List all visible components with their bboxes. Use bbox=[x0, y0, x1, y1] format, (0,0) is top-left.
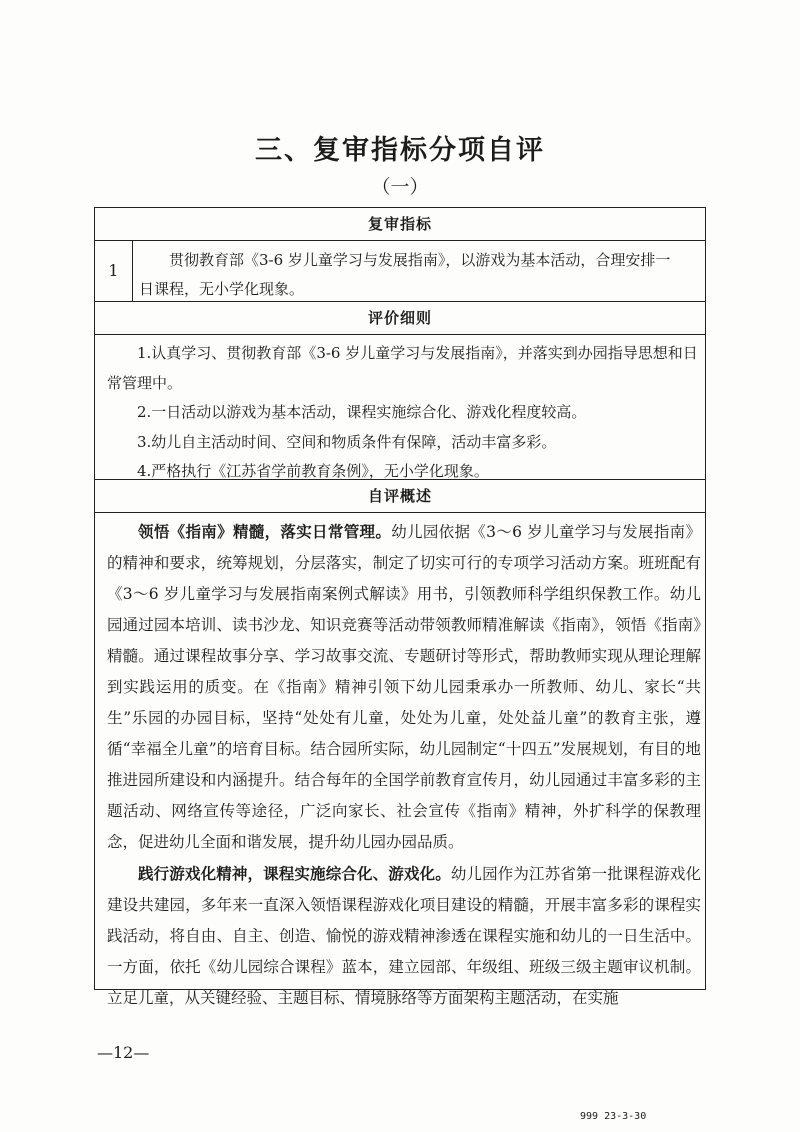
paragraph-lead: 践行游戏化精神，课程实施综合化、游戏化。 bbox=[138, 864, 451, 883]
table-column-divider bbox=[132, 241, 133, 301]
paragraph-lead: 领悟《指南》精髓，落实日常管理。 bbox=[138, 522, 392, 541]
table-divider bbox=[95, 240, 705, 241]
evaluation-table bbox=[94, 207, 706, 1007]
overview-header: 自评概述 bbox=[367, 487, 432, 505]
document-title: 三、复审指标分项自评 bbox=[255, 135, 545, 166]
table-divider bbox=[95, 334, 705, 335]
page-number: —12— bbox=[97, 1043, 150, 1062]
document-subtitle: （一） bbox=[371, 176, 429, 198]
table-divider bbox=[95, 512, 705, 513]
table-divider bbox=[95, 479, 705, 480]
table-divider bbox=[95, 301, 705, 302]
paragraph-text: 幼儿园依据《3～6 岁儿童学习与发展指南》的精神和要求，统筹规划，分层落实，制定了切实可行的专项学习活动方案。班班配有《3～6 岁儿童学习与发展指南案例式解读》用书，引领教师科学组织保教工作。幼儿园通过园本培训、读书沙龙、知识竞赛等活动带领教师精准解读《指南》，领悟《指南》精髓。通过课程故事分享、学习故事交流、专题研讨等形式，帮助教师实现从理论理解到实践运用的质变。在《指南》精神引领下幼儿园秉承办一所教师、幼儿、家长“共生”乐园的办园目标，坚持“处处有儿童，处处为儿童，处处益儿童”的教育主张，遵循“幸福全儿童”的培育目标。结合园所实际，幼儿园制定“十四五”发展规划，有目的地推进园所建设和内涵提升。结合每年的全国学前教育宣传月，幼儿园通过丰富多彩的主题活动、网络宣传等途径，广泛向家长、社会宣传《指南》精神，外扩科学的保教理念，促进幼儿全面和谐发展，提升幼儿园办园品质。 bbox=[107, 523, 701, 851]
indicator-line: 日课程，无小学化现象。 bbox=[139, 280, 305, 298]
overview-paragraph bbox=[107, 858, 701, 1014]
indicator-text bbox=[139, 246, 704, 304]
indicator-header: 复审指标 bbox=[367, 215, 432, 233]
criteria-header: 评价细则 bbox=[367, 309, 432, 327]
indicator-line: 贯彻教育部《3-6 岁儿童学习与发展指南》，以游戏为基本活动，合理安排一 bbox=[169, 251, 671, 269]
indicator-number: 1 bbox=[108, 261, 119, 280]
criteria-item: 1.认真学习、贯彻教育部《3-6 岁儿童学习与发展指南》，并落实到办园指导思想和日常管理中。 bbox=[107, 344, 698, 392]
criteria-item: 2.一日活动以游戏为基本活动，课程实施综合化、游戏化程度较高。 bbox=[137, 403, 587, 421]
overview-body bbox=[107, 516, 701, 1014]
criteria-item: 3.幼儿自主活动时间、空间和物质条件有保障，活动丰富多彩。 bbox=[137, 432, 557, 451]
footer-stamp: 999 23-3-30 bbox=[580, 1111, 647, 1122]
paragraph-text: 幼儿园作为江苏省第一批课程游戏化建设共建园，多年来一直深入领悟课程游戏化项目建设的精髓，开展丰富多彩的课程实践活动，将自由、自主、创造、愉悦的游戏精神渗透在课程实施和幼儿的一日生活中。一方面，依托《幼儿园综合课程》蓝本，建立园部、年级组、班级三级主题审议机制。立足儿童，从关键经验、主题目标、情境脉络等方面架构主题活动，在实施 bbox=[107, 865, 701, 1007]
criteria-item: 4.严格执行《江苏省学前教育条例》，无小学化现象。 bbox=[137, 462, 489, 480]
overview-paragraph bbox=[107, 516, 701, 858]
criteria-list bbox=[107, 339, 701, 487]
